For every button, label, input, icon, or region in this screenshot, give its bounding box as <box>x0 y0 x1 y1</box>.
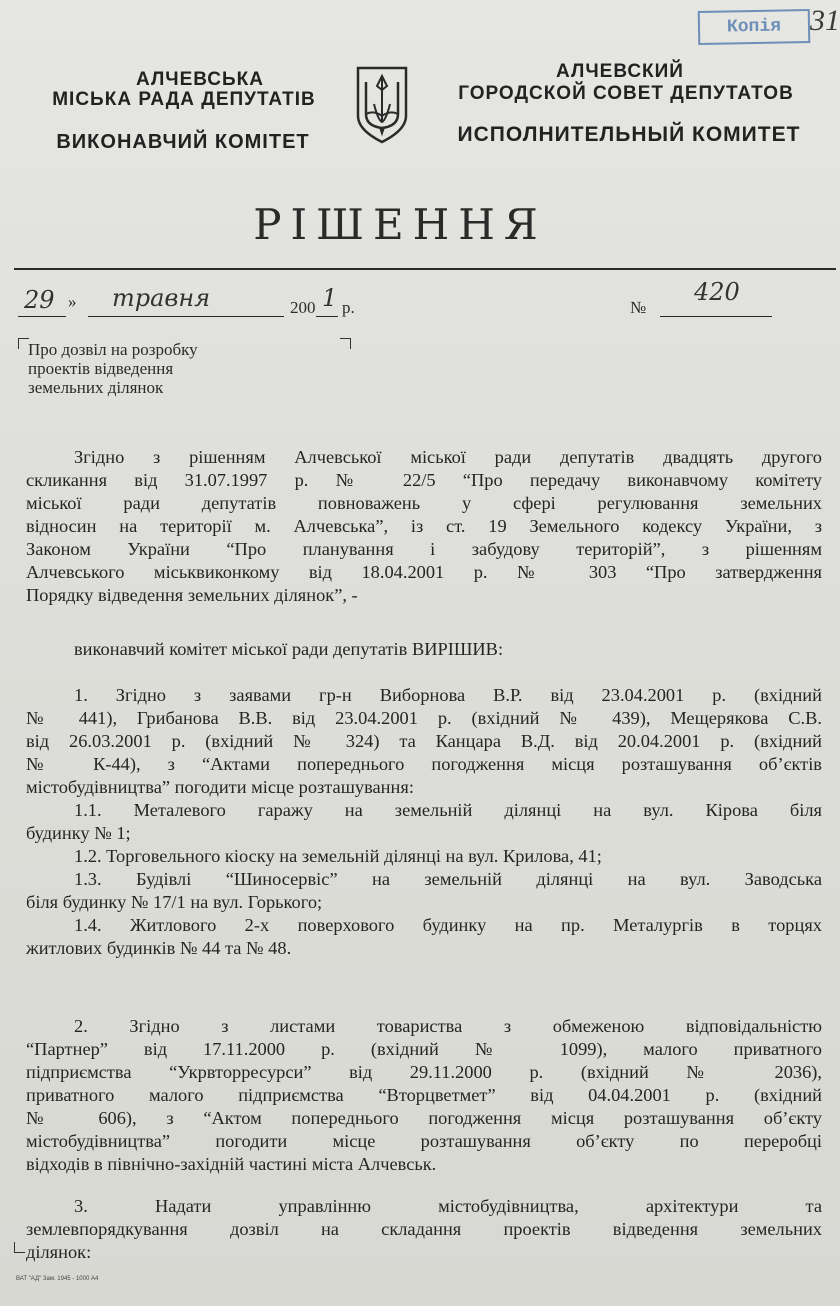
text-line: 1.3. Будівлі “Шиносервіс” на земельній ділянці на вул. Заводська <box>74 869 822 889</box>
text-line: “Партнер” від 17.11.2000 р. (вхідний № 1099), малого приватного <box>26 1039 822 1059</box>
date-day-line <box>18 316 66 317</box>
text-line: міської ради депутатів повноважень у сфері регулювання земельних <box>26 493 822 513</box>
item-2 <box>26 1015 822 1176</box>
date-day: 29 <box>24 286 55 314</box>
text-line: 2. Згідно з листами товариства з обмеженою відповідальністю <box>74 1016 822 1036</box>
copy-stamp: Копія <box>698 9 811 45</box>
text-line: землевпорядкування дозвіл на складання проектів відведення земельних <box>26 1219 822 1239</box>
document-title: РІШЕННЯ <box>253 200 547 249</box>
header-separator <box>14 268 836 270</box>
header-left-committee: ВИКОНАВЧИЙ КОМІТЕТ <box>56 131 310 153</box>
print-code: ВАТ "АД" Зам. 1945 - 1000 А4 <box>16 1276 99 1282</box>
text-line: від 26.03.2001 р. (вхідний № 324) та Канцара В.Д. від 20.04.2001 р. (вхідний <box>26 731 822 751</box>
text-line: будинку № 1; <box>26 823 131 843</box>
text-line: виконавчий комітет міської ради депутатів ВИРІШИВ: <box>74 639 504 659</box>
text-bracket-bottom <box>14 1242 25 1253</box>
header-left-council: МІСЬКА РАДА ДЕПУТАТІВ <box>52 89 316 110</box>
number-line <box>660 316 772 317</box>
text-line: 1. Згідно з заявами гр-н Виборнова В.Р. від 23.04.2001 р. (вхідний <box>74 685 822 705</box>
date-year-suffix: р. <box>342 298 355 317</box>
number-value: 420 <box>694 278 740 306</box>
text-line: приватного малого підприємства “Вторцветмет” від 04.04.2001 р. (вхідний <box>26 1085 822 1105</box>
text-line: містобудівництва” погодити місце розташування об’єкту по переробці <box>26 1131 822 1151</box>
date-month-line <box>88 316 284 317</box>
text-line: Законом України “Про планування і забудову територій”, з рішенням <box>26 539 822 559</box>
item-3 <box>26 1195 822 1264</box>
text-line: 3. Надати управлінню містобудівництва, архітектури та <box>74 1196 822 1216</box>
date-day-close: » <box>68 292 77 311</box>
trident-emblem-icon <box>354 64 410 144</box>
text-line: скликання від 31.07.1997 р. № 22/5 “Про передачу виконавчому комітету <box>26 470 822 490</box>
text-line: житлових будинків № 44 та № 48. <box>26 938 292 958</box>
subject-line: Про дозвіл на розробку <box>28 340 198 359</box>
preamble-paragraph <box>26 446 822 607</box>
date-month: травня <box>112 284 211 312</box>
text-line: відходів в північно-західній частині міста Алчевськ. <box>26 1154 437 1174</box>
text-line: біля будинку № 17/1 на вул. Горького; <box>26 892 323 912</box>
header-right-city: АЛЧЕВСКИЙ <box>556 61 684 82</box>
header-right-committee: ИСПОЛНИТЕЛЬНЫЙ КОМИТЕТ <box>457 123 801 146</box>
text-line: Порядку відведення земельних ділянок”, - <box>26 585 358 605</box>
header-left-city: АЛЧЕВСЬКА <box>135 69 264 90</box>
text-line: 1.1. Металевого гаражу на земельній ділянці на вул. Кірова біля <box>74 800 822 820</box>
text-line: Алчевського міськвиконкому від 18.04.2001 р. № 303 “Про затвердження <box>26 562 822 582</box>
text-line: підприємства “Укрвторресурси” від 29.11.2000 р. (вхідний № 2036), <box>26 1062 822 1082</box>
text-line: відносин на території м. Алчевська”, із ст. 19 Земельного кодексу України, з <box>26 516 822 536</box>
text-line: № 606), з “Актом попереднього погодження місця розташування об’єкту <box>26 1108 822 1128</box>
date-year-digit: 1 <box>322 284 338 312</box>
resolution-statement <box>26 638 822 661</box>
copy-number: 31 <box>810 4 840 37</box>
text-line: 1.4. Житлового 2-х поверхового будинку на пр. Металургів в торцях <box>74 915 822 935</box>
subject-block <box>28 340 298 397</box>
text-line: № К-44), з “Актами попереднього погодження місця розташування об’єктів <box>26 754 822 774</box>
text-line: Згідно з рішенням Алчевської міської ради депутатів двадцять другого <box>74 447 822 467</box>
text-line: містобудівництва” погодити місце розташування: <box>26 777 414 797</box>
header-right-council: ГОРОДСКОЙ СОВЕТ ДЕПУТАТОВ <box>458 83 794 104</box>
number-label: № <box>630 298 647 317</box>
subject-bracket-right <box>340 338 351 349</box>
subject-line: земельних ділянок <box>28 378 164 397</box>
text-line: ділянок: <box>26 1242 92 1262</box>
text-line: № 441), Грибанова В.В. від 23.04.2001 р. (вхідний № 439), Мещерякова С.В. <box>26 708 822 728</box>
date-year-line <box>316 316 338 317</box>
item-1 <box>26 684 822 960</box>
subject-line: проектів відведення <box>28 359 174 378</box>
date-year-prefix: 200 <box>290 298 316 317</box>
text-line: 1.2. Торговельного кіоску на земельній ділянці на вул. Крилова, 41; <box>74 846 602 866</box>
